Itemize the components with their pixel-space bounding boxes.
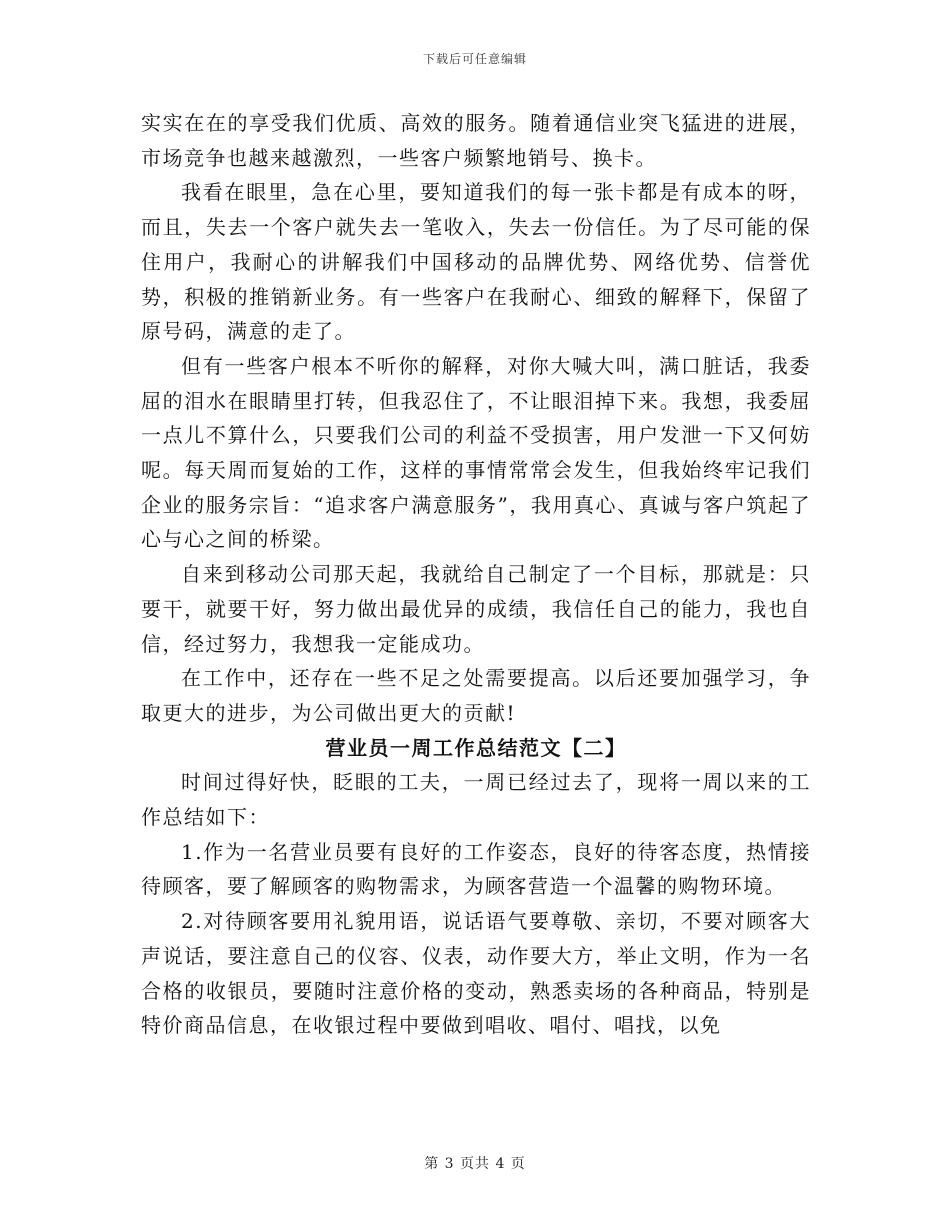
paragraph: 时间过得好快，眨眼的工夫，一周已经过去了，现将一周以来的工作总结如下： — [141, 770, 811, 830]
paragraph: 在工作中，还存在一些不足之处需要提高。以后还要加强学习，争取更大的进步，为公司做出更大的贡献! — [141, 666, 811, 725]
paragraph: 我看在眼里，急在心里，要知道我们的每一张卡都是有成本的呀，而且，失去一个客户就失去一笔收入，失去一份信任。为了尽可能的保住用户，我耐心的讲解我们中国移动的品牌优势、网络优势、信誉优势，积极的推销新业务。有一些客户在我耐心、细致的解释下，保留了原号码，满意的走了。 — [141, 180, 811, 344]
paragraph-continued: 实实在在的享受我们优质、高效的服务。随着通信业突飞猛进的进展，市场竞争也越来越激烈，一些客户频繁地销号、换卡。 — [141, 111, 811, 170]
paragraph: 但有一些客户根本不听你的解释，对你大喊大叫，满口脏话，我委屈的泪水在眼睛里打转，但我忍住了，不让眼泪掉下来。我想，我委屈一点儿不算什么，只要我们公司的利益不受损害，用户发泄一下又何妨呢。每天周而复始的工作，这样的事情常常会发生，但我始终牢记我们企业的服务宗旨：“追求客户满意服务”，我用真心、真诚与客户筑起了心与心之间的桥梁。 — [141, 353, 811, 552]
section-title: 营业员一周工作总结范文【二】 — [325, 735, 627, 760]
document-body — [141, 106, 811, 1043]
paragraph-list-item: 2.对待顾客要用礼貌用语，说话语气要尊敬、亲切，不要对顾客大声说话，要注意自己的仪容、仪表，动作要大方，举止文明，作为一名合格的收银员，要随时注意价格的变动，熟悉卖场的各种商品，特别是特价商品信息，在收银过程中要做到唱收、唱付、唱找，以免 — [141, 909, 811, 1038]
page-footer: 第 3 页共 4 页 — [424, 1156, 526, 1172]
paragraph: 自来到移动公司那天起，我就给自己制定了一个目标，那就是：只要干，就要干好，努力做出最优异的成绩，我信任自己的能力，我也自信，经过努力，我想我一定能成功。 — [141, 562, 811, 656]
paragraph-list-item: 1.作为一名营业员要有良好的工作姿态，良好的待客态度，热情接待顾客，要了解顾客的购物需求，为顾客营造一个温馨的购物环境。 — [141, 839, 811, 899]
page-header: 下载后可任意编辑 — [422, 52, 527, 66]
